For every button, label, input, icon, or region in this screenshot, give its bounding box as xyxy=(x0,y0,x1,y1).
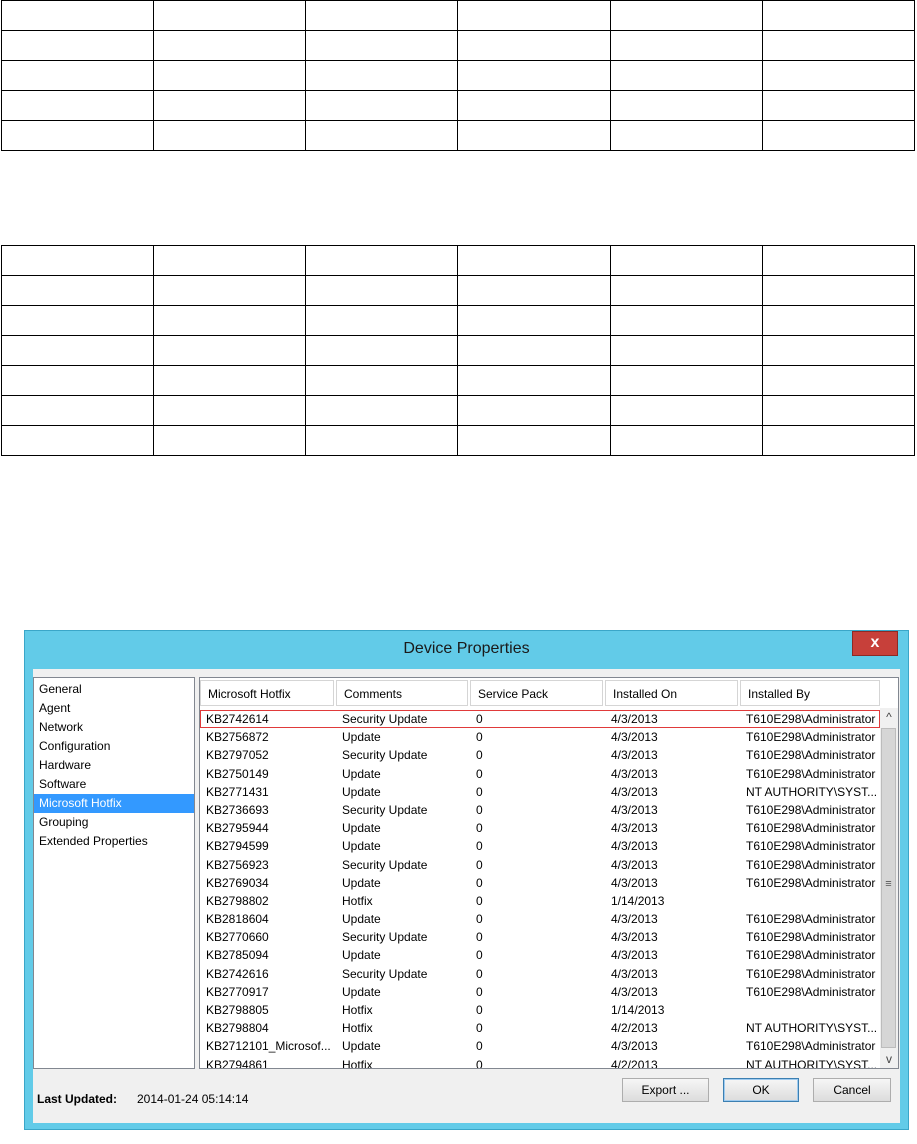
close-button[interactable]: x xyxy=(852,631,898,656)
table-cell: T610E298\Administrator xyxy=(746,1039,876,1054)
table-cell: T610E298\Administrator xyxy=(746,730,876,745)
table-cell: 4/3/2013 xyxy=(611,802,658,817)
table-cell: T610E298\Administrator xyxy=(746,802,876,817)
empty-table-cell xyxy=(458,31,610,61)
cancel-button[interactable]: Cancel xyxy=(813,1078,891,1102)
empty-table-cell xyxy=(610,121,762,151)
empty-table-row xyxy=(2,366,915,396)
empty-table-cell xyxy=(610,426,762,456)
table-cell: Hotfix xyxy=(342,893,373,908)
table-cell: KB2742614 xyxy=(206,712,269,726)
empty-table-cell xyxy=(154,121,306,151)
empty-table-top xyxy=(1,0,915,151)
table-cell: T610E298\Administrator xyxy=(746,966,876,981)
table-cell: KB2769034 xyxy=(206,875,269,890)
table-cell: 0 xyxy=(476,912,483,927)
table-cell: 0 xyxy=(476,875,483,890)
table-cell: NT AUTHORITY\SYST... xyxy=(746,1021,878,1036)
table-cell: T610E298\Administrator xyxy=(746,857,876,872)
table-cell: 4/3/2013 xyxy=(611,839,658,854)
table-cell: 4/3/2013 xyxy=(611,748,658,763)
table-row[interactable] xyxy=(200,710,880,728)
empty-table-cell xyxy=(458,121,610,151)
table-row[interactable] xyxy=(200,1019,880,1037)
table-cell: Security Update xyxy=(342,930,428,945)
empty-table-cell xyxy=(154,306,306,336)
category-item-microsoft-hotfix[interactable]: Microsoft Hotfix xyxy=(34,794,194,813)
empty-table-cell xyxy=(610,336,762,366)
table-cell: 4/3/2013 xyxy=(611,930,658,945)
table-cell: T610E298\Administrator xyxy=(746,948,876,963)
table-cell: 4/3/2013 xyxy=(611,875,658,890)
table-cell: 0 xyxy=(476,748,483,763)
category-item-software[interactable]: Software xyxy=(39,777,87,791)
table-cell: KB2712101_Microsof... xyxy=(206,1039,331,1054)
table-cell: 0 xyxy=(476,821,483,836)
empty-table-cell xyxy=(610,306,762,336)
table-cell: 0 xyxy=(476,1021,483,1036)
table-cell: KB2798802 xyxy=(206,893,269,908)
table-cell: KB2750149 xyxy=(206,766,269,781)
empty-table-bottom xyxy=(1,245,915,456)
last-updated-value: 2014-01-24 05:14:14 xyxy=(137,1092,249,1106)
table-cell: 0 xyxy=(476,1057,483,1069)
empty-table-cell xyxy=(2,91,154,121)
empty-table-cell xyxy=(2,246,154,276)
table-cell: 4/3/2013 xyxy=(611,730,658,745)
empty-table-cell xyxy=(154,336,306,366)
table-cell: T610E298\Administrator xyxy=(746,839,876,854)
empty-table-row xyxy=(2,276,915,306)
empty-table-row xyxy=(2,246,915,276)
empty-table-cell xyxy=(762,306,914,336)
vertical-scrollbar[interactable] xyxy=(880,708,898,1068)
table-cell: T610E298\Administrator xyxy=(746,875,876,890)
empty-table-cell xyxy=(306,276,458,306)
dialog-title: Device Properties xyxy=(403,640,530,657)
empty-table-cell xyxy=(154,396,306,426)
empty-table-cell xyxy=(458,426,610,456)
empty-table-cell xyxy=(762,246,914,276)
empty-table-cell xyxy=(2,306,154,336)
empty-table-cell xyxy=(2,336,154,366)
table-row[interactable] xyxy=(200,819,880,837)
table-cell: KB2770917 xyxy=(206,984,269,999)
table-cell: NT AUTHORITY\SYST... xyxy=(746,1057,878,1069)
category-item-configuration[interactable]: Configuration xyxy=(39,739,111,753)
empty-table-cell xyxy=(610,91,762,121)
table-cell: Update xyxy=(342,839,381,854)
table-cell xyxy=(740,892,882,910)
empty-table-row xyxy=(2,306,915,336)
table-cell: KB2736693 xyxy=(206,802,269,817)
empty-table-cell xyxy=(458,396,610,426)
table-cell: 0 xyxy=(476,839,483,854)
category-item-extended-properties[interactable]: Extended Properties xyxy=(39,834,148,848)
empty-table-cell xyxy=(458,366,610,396)
table-cell: KB2797052 xyxy=(206,748,269,763)
scroll-thumb[interactable] xyxy=(881,728,896,1048)
table-cell: 0 xyxy=(476,766,483,781)
table-cell: Security Update xyxy=(342,748,428,763)
table-cell: T610E298\Administrator xyxy=(746,930,876,945)
dialog-client-area xyxy=(33,669,900,1123)
table-cell: 0 xyxy=(476,784,483,799)
empty-table-cell xyxy=(762,91,914,121)
table-cell: 4/3/2013 xyxy=(611,984,658,999)
empty-table-cell xyxy=(762,336,914,366)
table-cell: KB2770660 xyxy=(206,930,269,945)
empty-table-cell xyxy=(154,91,306,121)
table-cell: 0 xyxy=(476,1039,483,1054)
table-row[interactable] xyxy=(200,1001,880,1019)
category-item-grouping[interactable]: Grouping xyxy=(39,815,89,829)
table-row[interactable] xyxy=(200,928,880,946)
table-cell: Update xyxy=(342,984,381,999)
empty-table-cell xyxy=(2,1,154,31)
empty-table-cell xyxy=(458,1,610,31)
table-row[interactable] xyxy=(200,946,880,964)
table-cell: T610E298\Administrator xyxy=(746,766,876,781)
empty-table-cell xyxy=(2,276,154,306)
table-cell: 0 xyxy=(476,1003,483,1017)
table-cell: Hotfix xyxy=(342,1057,373,1069)
empty-table-cell xyxy=(762,31,914,61)
empty-table-row xyxy=(2,426,915,456)
table-row[interactable] xyxy=(200,783,880,801)
table-row[interactable] xyxy=(200,1056,880,1069)
table-cell: Update xyxy=(342,948,381,963)
table-cell: Hotfix xyxy=(342,1003,373,1017)
table-row[interactable] xyxy=(200,856,880,874)
table-cell: 0 xyxy=(476,857,483,872)
scroll-up-icon[interactable]: ^ xyxy=(886,710,892,724)
empty-table-cell xyxy=(610,31,762,61)
table-cell: 0 xyxy=(476,893,483,908)
table-cell: Update xyxy=(342,875,381,890)
table-cell: 4/3/2013 xyxy=(611,948,658,963)
empty-table-cell xyxy=(610,1,762,31)
table-cell: 4/3/2013 xyxy=(611,784,658,799)
table-row[interactable] xyxy=(200,801,880,819)
empty-table-cell xyxy=(762,121,914,151)
table-cell: 0 xyxy=(476,984,483,999)
empty-table-cell xyxy=(762,61,914,91)
table-cell: T610E298\Administrator xyxy=(746,748,876,763)
empty-table-row xyxy=(2,336,915,366)
scroll-down-icon[interactable]: v xyxy=(886,1052,892,1066)
empty-table-row xyxy=(2,1,915,31)
table-cell: 0 xyxy=(476,948,483,963)
category-item-hardware[interactable]: Hardware xyxy=(39,758,92,772)
last-updated-label: Last Updated: xyxy=(37,1092,118,1106)
empty-table-cell xyxy=(458,336,610,366)
empty-table-row xyxy=(2,31,915,61)
table-cell: 0 xyxy=(476,712,483,726)
table-header xyxy=(200,678,880,708)
empty-table-cell xyxy=(762,396,914,426)
table-cell: Update xyxy=(342,730,381,745)
table-cell: 4/2/2013 xyxy=(611,1057,658,1069)
table-cell: 1/14/2013 xyxy=(611,893,665,908)
table-row[interactable] xyxy=(200,1037,880,1055)
empty-table-cell xyxy=(610,396,762,426)
column-header[interactable]: Microsoft Hotfix xyxy=(200,680,334,706)
table-cell: KB2785094 xyxy=(206,948,269,963)
table-cell: T610E298\Administrator xyxy=(746,821,876,836)
empty-table-cell xyxy=(154,276,306,306)
table-cell: Security Update xyxy=(342,857,428,872)
empty-table-cell xyxy=(306,246,458,276)
table-cell: 4/2/2013 xyxy=(611,1021,658,1036)
empty-table-cell xyxy=(154,246,306,276)
empty-table-cell xyxy=(762,366,914,396)
table-cell: Security Update xyxy=(342,966,428,981)
table-cell: T610E298\Administrator xyxy=(746,984,876,999)
empty-table-cell xyxy=(306,31,458,61)
empty-table-cell xyxy=(762,1,914,31)
category-item-agent[interactable]: Agent xyxy=(39,701,71,715)
empty-table-cell xyxy=(2,426,154,456)
table-cell: Security Update xyxy=(342,712,428,726)
empty-table-cell xyxy=(2,396,154,426)
table-cell: Update xyxy=(342,766,381,781)
category-item-network[interactable]: Network xyxy=(39,720,84,734)
table-row[interactable] xyxy=(200,983,880,1001)
empty-table-cell xyxy=(154,366,306,396)
table-cell: 0 xyxy=(476,966,483,981)
empty-table-cell xyxy=(762,426,914,456)
empty-table-row xyxy=(2,396,915,426)
empty-table-cell xyxy=(610,366,762,396)
table-cell: KB2794599 xyxy=(206,839,269,854)
empty-table-cell xyxy=(306,366,458,396)
table-cell xyxy=(740,1001,882,1019)
column-header[interactable]: Installed By xyxy=(740,680,880,706)
table-cell: T610E298\Administrator xyxy=(746,912,876,927)
table-cell: Update xyxy=(342,1039,381,1054)
table-cell: NT AUTHORITY\SYST... xyxy=(746,784,878,799)
empty-table-cell xyxy=(610,276,762,306)
ok-button[interactable]: OK xyxy=(723,1078,799,1102)
device-properties-dialog xyxy=(24,630,909,1130)
table-cell: KB2798805 xyxy=(206,1003,269,1017)
table-row[interactable] xyxy=(200,892,880,910)
empty-table-row xyxy=(2,121,915,151)
empty-table-row xyxy=(2,91,915,121)
empty-table-cell xyxy=(306,121,458,151)
empty-table-cell xyxy=(458,306,610,336)
table-cell: Update xyxy=(342,821,381,836)
empty-table-cell xyxy=(2,121,154,151)
empty-table-row xyxy=(2,61,915,91)
table-cell: 4/3/2013 xyxy=(611,821,658,836)
table-cell: KB2794861 xyxy=(206,1057,269,1069)
table-cell: Update xyxy=(342,784,381,799)
empty-table-cell xyxy=(762,276,914,306)
empty-table-cell xyxy=(154,61,306,91)
empty-table-cell xyxy=(2,61,154,91)
table-row[interactable] xyxy=(200,837,880,855)
empty-table-cell xyxy=(2,31,154,61)
column-header[interactable]: Service Pack xyxy=(470,680,603,706)
table-cell: KB2818604 xyxy=(206,912,269,927)
table-cell: Update xyxy=(342,912,381,927)
table-cell: 4/3/2013 xyxy=(611,1039,658,1054)
empty-table-cell xyxy=(610,61,762,91)
empty-table-cell xyxy=(458,246,610,276)
table-cell: 0 xyxy=(476,930,483,945)
table-cell: 0 xyxy=(476,730,483,745)
table-cell: Security Update xyxy=(342,802,428,817)
table-row[interactable] xyxy=(200,765,880,783)
empty-table-cell xyxy=(2,366,154,396)
empty-table-cell xyxy=(306,1,458,31)
empty-table-cell xyxy=(306,91,458,121)
table-cell: 4/3/2013 xyxy=(611,712,658,726)
table-cell: 4/3/2013 xyxy=(611,912,658,927)
empty-table-cell xyxy=(306,336,458,366)
empty-table-cell xyxy=(458,61,610,91)
table-cell: Hotfix xyxy=(342,1021,373,1036)
table-cell: 0 xyxy=(476,802,483,817)
table-cell: 4/3/2013 xyxy=(611,966,658,981)
table-cell: KB2756923 xyxy=(206,857,269,872)
table-row[interactable] xyxy=(200,746,880,764)
table-cell: 4/3/2013 xyxy=(611,857,658,872)
empty-table-cell xyxy=(306,396,458,426)
table-row[interactable] xyxy=(200,728,880,746)
table-body xyxy=(200,710,880,1069)
empty-table-cell xyxy=(458,276,610,306)
export-button[interactable]: Export ... xyxy=(622,1078,709,1102)
empty-table-cell xyxy=(458,91,610,121)
table-cell: KB2742616 xyxy=(206,966,269,981)
scroll-grip-icon: ≡ xyxy=(885,878,892,890)
category-item-general[interactable]: General xyxy=(39,682,82,696)
table-cell: 1/14/2013 xyxy=(611,1003,665,1017)
table-cell: KB2798804 xyxy=(206,1021,269,1036)
table-cell: T610E298\Administrator xyxy=(746,712,876,726)
hotfix-table xyxy=(199,677,899,1069)
empty-table-cell xyxy=(306,61,458,91)
empty-table-cell xyxy=(154,1,306,31)
column-header[interactable]: Installed On xyxy=(605,680,738,706)
table-row[interactable] xyxy=(200,874,880,892)
table-cell: KB2771431 xyxy=(206,784,269,799)
table-row[interactable] xyxy=(200,910,880,928)
category-list xyxy=(33,677,195,1069)
empty-table-cell xyxy=(306,306,458,336)
table-cell: KB2756872 xyxy=(206,730,269,745)
empty-table-cell xyxy=(154,426,306,456)
table-row[interactable] xyxy=(200,965,880,983)
empty-table-cell xyxy=(154,31,306,61)
empty-table-cell xyxy=(610,246,762,276)
column-header[interactable]: Comments xyxy=(336,680,468,706)
table-cell: KB2795944 xyxy=(206,821,269,836)
empty-table-cell xyxy=(306,426,458,456)
table-cell: 4/3/2013 xyxy=(611,766,658,781)
